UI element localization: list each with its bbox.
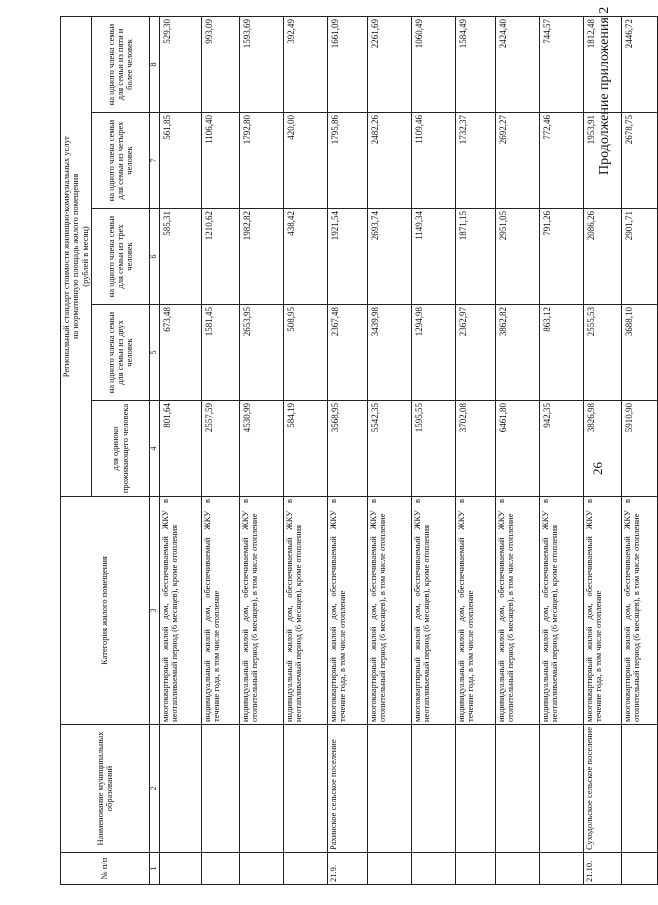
- row-number: [201, 853, 239, 885]
- cost-value: 392,49: [283, 16, 327, 112]
- cost-value: 2261,69: [367, 16, 411, 112]
- continuation-title: Продолжение приложения 2: [597, 6, 612, 175]
- cost-value: 585,31: [159, 209, 201, 305]
- municipality-name: [455, 725, 495, 853]
- cost-value: 2086,26: [583, 209, 621, 305]
- row-number: [621, 853, 657, 885]
- column-number: 8: [150, 16, 160, 112]
- municipality-name: Рахинское сельское поселение: [327, 725, 367, 853]
- housing-category: многоквартирный жилой дом, обеспечиваемый ЖКУ в течение года, в том числе отопление: [583, 497, 621, 725]
- cost-value: 3568,95: [327, 401, 367, 497]
- housing-category: индивидуальный жилой дом, обеспечиваемый ЖКУ в течение года, в том числе отопление: [201, 497, 239, 725]
- column-number: 3: [150, 497, 160, 725]
- cost-value: 3702,08: [455, 401, 495, 497]
- cost-value: 1149,34: [411, 209, 455, 305]
- table-row: [583, 16, 621, 884]
- cost-value: 529,30: [159, 16, 201, 112]
- row-number: [411, 853, 455, 885]
- header-standard-line2: на нормативную площадь жилого помещения: [70, 173, 81, 340]
- column-number: 1: [150, 853, 160, 885]
- cost-value: 791,26: [539, 209, 583, 305]
- cost-value: 3862,82: [495, 305, 539, 401]
- cost-value: 772,46: [539, 113, 583, 209]
- subheader-two: на одного члена семьи для семьи из двух человек: [92, 305, 150, 401]
- housing-category: многоквартирный жилой дом, обеспечиваемый ЖКУ в неотапливаемый период (6 месяцев), кроме отопления: [411, 497, 455, 725]
- row-number: [283, 853, 327, 885]
- table-row: [411, 16, 455, 884]
- housing-category: индивидуальный жилой дом, обеспечиваемый ЖКУ в отопительный период (6 месяцев), в том числе отопление: [495, 497, 539, 725]
- table-row: [455, 16, 495, 884]
- subheader-five: на одного члена семьи для семьи из пяти и более человек: [92, 16, 150, 112]
- subheader-three: на одного члена семьи для семьи из трех человек: [92, 209, 150, 305]
- cost-value: 5910,90: [621, 401, 657, 497]
- cost-value: 1595,55: [411, 401, 455, 497]
- cost-value: 3826,98: [583, 401, 621, 497]
- subheader-single: для одиноко проживающего человека: [92, 401, 150, 497]
- header-municipality: Наименование муниципальных образований: [61, 725, 150, 853]
- cost-value: 2367,48: [327, 305, 367, 401]
- table-row: [201, 16, 239, 884]
- municipality-name: [283, 725, 327, 853]
- housing-category: индивидуальный жилой дом, обеспечиваемый ЖКУ в неотапливаемый период (6 месяцев), кроме отопления: [283, 497, 327, 725]
- cost-value: 863,12: [539, 305, 583, 401]
- cost-value: 1661,09: [327, 16, 367, 112]
- table-row: [159, 16, 201, 884]
- row-number: [159, 853, 201, 885]
- cost-value: 561,85: [159, 113, 201, 209]
- cost-value: 2424,40: [495, 16, 539, 112]
- cost-value: 1812,48: [583, 16, 621, 112]
- subheader-four: на одного члена семьи для семьи из четырех человек: [92, 113, 150, 209]
- header-standard-line3: (рублей в месяц): [79, 226, 90, 287]
- column-number: 7: [150, 113, 160, 209]
- cost-value: 584,19: [283, 401, 327, 497]
- column-number: 6: [150, 209, 160, 305]
- housing-category: индивидуальный жилой дом, обеспечиваемый ЖКУ в отопительный период (6 месяцев), в том числе отопление: [239, 497, 283, 725]
- page-number: 26: [590, 462, 605, 475]
- cost-value: 1792,80: [239, 113, 283, 209]
- row-number: 21.10.: [583, 853, 621, 885]
- cost-value: 2693,74: [367, 209, 411, 305]
- cost-value: 3439,98: [367, 305, 411, 401]
- housing-category: индивидуальный жилой дом, обеспечиваемый ЖКУ в течение года, в том числе отопление: [455, 497, 495, 725]
- table-body: [159, 16, 657, 884]
- row-number: [239, 853, 283, 885]
- cost-value: 1060,49: [411, 16, 455, 112]
- header-no: № п/п: [61, 853, 150, 885]
- cost-value: 2678,75: [621, 113, 657, 209]
- housing-category: индивидуальный жилой дом, обеспечиваемый ЖКУ в неотапливаемый период (6 месяцев), кроме отопления: [539, 497, 583, 725]
- municipality-name: [367, 725, 411, 853]
- table-row: [495, 16, 539, 884]
- standard-table: [60, 16, 658, 885]
- housing-category: многоквартирный жилой дом, обеспечиваемый ЖКУ в отопительный период (6 месяцев), в том числе отопление: [367, 497, 411, 725]
- cost-value: 673,48: [159, 305, 201, 401]
- cost-value: 2692,27: [495, 113, 539, 209]
- table-row: [283, 16, 327, 884]
- cost-value: 1106,40: [201, 113, 239, 209]
- municipality-name: [239, 725, 283, 853]
- cost-value: 2901,71: [621, 209, 657, 305]
- table-row: [621, 16, 657, 884]
- cost-value: 3688,10: [621, 305, 657, 401]
- table-row: [327, 16, 367, 884]
- cost-value: 2482,26: [367, 113, 411, 209]
- row-number: [367, 853, 411, 885]
- cost-value: 1732,37: [455, 113, 495, 209]
- cost-value: 4530,99: [239, 401, 283, 497]
- cost-value: 438,42: [283, 209, 327, 305]
- column-number: 2: [150, 725, 160, 853]
- municipality-name: Суходольское сельское поселение: [583, 725, 621, 853]
- cost-value: 2951,05: [495, 209, 539, 305]
- municipality-name: [411, 725, 455, 853]
- cost-value: 1109,46: [411, 113, 455, 209]
- cost-value: 1921,54: [327, 209, 367, 305]
- cost-value: 420,00: [283, 113, 327, 209]
- cost-value: 2653,95: [239, 305, 283, 401]
- municipality-name: [539, 725, 583, 853]
- table-row: [539, 16, 583, 884]
- row-number: [495, 853, 539, 885]
- table-row: [239, 16, 283, 884]
- cost-value: 508,95: [283, 305, 327, 401]
- housing-category: многоквартирный жилой дом, обеспечиваемый ЖКУ в отопительный период (6 месяцев), в том числе отопление: [621, 497, 657, 725]
- cost-value: 2446,72: [621, 16, 657, 112]
- row-number: 21.9.: [327, 853, 367, 885]
- cost-value: 5542,35: [367, 401, 411, 497]
- cost-value: 2555,53: [583, 305, 621, 401]
- row-number: [539, 853, 583, 885]
- cost-value: 1210,62: [201, 209, 239, 305]
- column-number: 4: [150, 401, 160, 497]
- housing-category: многоквартирный жилой дом, обеспечиваемый ЖКУ в течение года, в том числе отопление: [327, 497, 367, 725]
- column-number: 5: [150, 305, 160, 401]
- header-standard: [61, 16, 92, 496]
- cost-value: 2557,59: [201, 401, 239, 497]
- table-row: [367, 16, 411, 884]
- row-number: [455, 853, 495, 885]
- cost-value: 1795,86: [327, 113, 367, 209]
- municipality-name: [495, 725, 539, 853]
- cost-value: 1871,15: [455, 209, 495, 305]
- cost-value: 1593,69: [239, 16, 283, 112]
- housing-category: многоквартирный жилой дом, обеспечиваемый ЖКУ в неотапливаемый период (6 месяцев), кроме отопления: [159, 497, 201, 725]
- cost-value: 942,35: [539, 401, 583, 497]
- header-standard-line1: Региональный стандарт стоимости жилищно-коммунальных услуг: [61, 135, 71, 378]
- cost-value: 1584,49: [455, 16, 495, 112]
- municipality-name: [201, 725, 239, 853]
- cost-value: 2362,97: [455, 305, 495, 401]
- cost-value: 1581,45: [201, 305, 239, 401]
- cost-value: 744,57: [539, 16, 583, 112]
- cost-value: 1953,91: [583, 113, 621, 209]
- cost-value: 993,09: [201, 16, 239, 112]
- header-category: Категория жилого помещения: [61, 497, 150, 725]
- municipality-name: [159, 725, 201, 853]
- cost-value: 1982,82: [239, 209, 283, 305]
- cost-value: 6461,80: [495, 401, 539, 497]
- cost-value: 801,64: [159, 401, 201, 497]
- cost-value: 1294,98: [411, 305, 455, 401]
- municipality-name: [621, 725, 657, 853]
